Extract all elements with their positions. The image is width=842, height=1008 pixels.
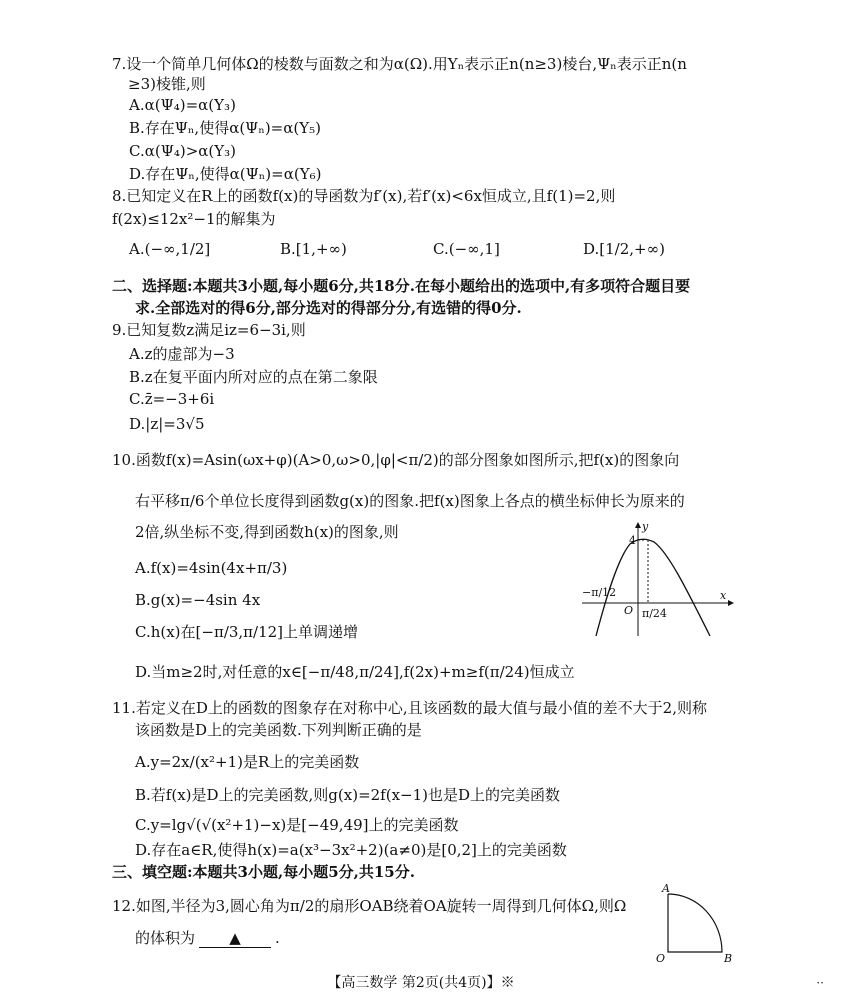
q8-option-b: B.[1,+∞) — [280, 240, 347, 258]
q11-option-c: C.y=lg√(√(x²+1)−x)是[−49,49]上的完美函数 — [135, 816, 459, 834]
point-b-label: B — [724, 952, 733, 965]
q10-option-d: D.当m≥2时,对任意的x∈[−π/48,π/24],f(2x)+m≥f(π/24)恒成立 — [135, 663, 575, 681]
q11-option-b: B.若f(x)是D上的完美函数,则g(x)=2f(x−1)也是D上的完美函数 — [135, 786, 561, 804]
q8-stem-line1: 8.已知定义在R上的函数f(x)的导函数为f′(x),若f′(x)<6x恒成立,且f(1)=2,则 — [112, 187, 616, 205]
q9-stem: 9.已知复数z满足iz=6−3i,则 — [112, 321, 306, 339]
q7-stem-line1: 7.设一个简单几何体Ω的棱数与面数之和为α(Ω).用Υₙ表示正n(n≥3)棱台,Ψₙ表示正n(n — [112, 55, 687, 73]
origin-label: O — [624, 604, 634, 617]
q10-stem-line2: 右平移π/6个单位长度得到函数g(x)的图象.把f(x)图象上各点的横坐标伸长为原来的 — [135, 492, 685, 510]
section3-heading: 三、填空题:本题共3小题,每小题5分,共15分. — [112, 863, 415, 881]
q9-option-b: B.z在复平面内所对应的点在第二象限 — [129, 368, 378, 386]
point-o-label: O — [656, 952, 666, 965]
q11-option-d: D.存在a∈R,使得h(x)=a(x³−3x²+2)(a≠0)是[0,2]上的完美函数 — [135, 841, 567, 859]
section2-heading-line2: 求.全部选对的得6分,部分选对的得部分分,有选错的得0分. — [135, 299, 522, 317]
q12-sector-figure — [650, 880, 750, 966]
q8-stem-line2: f(2x)≤12x²−1的解集为 — [112, 210, 276, 228]
q12-line2-prefix: 的体积为 — [135, 929, 196, 947]
y-axis-label: y — [642, 520, 649, 533]
q12-answer-blank — [199, 929, 271, 948]
q9-option-c: C.z̄=−3+6i — [129, 390, 215, 408]
q10-option-b: B.g(x)=−4sin 4x — [135, 591, 261, 609]
q11-stem-line2: 该函数是D上的完美函数.下列判断正确的是 — [135, 721, 422, 739]
q7-option-a: A.α(Ψ₄)=α(Υ₃) — [129, 96, 236, 114]
q10-stem-line1: 10.函数f(x)=Asin(ωx+φ)(A>0,ω>0,|φ|<π/2)的部分图象如图所示,把f(x)的图象向 — [112, 451, 680, 469]
point-a-label: A — [662, 882, 670, 895]
q8-option-d: D.[1/2,+∞) — [583, 240, 665, 258]
max-value-label: 4 — [629, 534, 636, 547]
q10-sine-graph — [578, 518, 738, 640]
q7-option-c: C.α(Ψ₄)>α(Υ₃) — [129, 142, 237, 160]
q7-stem-line2: ≥3)棱锥,则 — [128, 75, 206, 93]
max-x-label: π/24 — [642, 607, 667, 620]
corner-mark: ·· — [816, 976, 824, 990]
q12-stem-line1: 12.如图,半径为3,圆心角为π/2的扇形OAB绕着OA旋转一周得到几何体Ω,则Ω — [112, 897, 627, 915]
q9-option-a: A.z的虚部为−3 — [129, 345, 235, 363]
q8-option-a: A.(−∞,1/2] — [129, 240, 211, 258]
q10-option-c: C.h(x)在[−π/3,π/12]上单调递增 — [135, 623, 359, 641]
q12-stem-line2 — [135, 928, 280, 948]
q7-option-b: B.存在Ψₙ,使得α(Ψₙ)=α(Υ₅) — [129, 119, 321, 137]
x-axis-label: x — [720, 589, 727, 602]
left-zero-label: −π/12 — [582, 586, 617, 599]
q10-option-a: A.f(x)=4sin(4x+π/3) — [135, 559, 288, 577]
q8-option-c: C.(−∞,1] — [433, 240, 500, 258]
q11-stem-line1: 11.若定义在D上的函数的图象存在对称中心,且该函数的最大值与最小值的差不大于2,则称 — [112, 699, 707, 717]
q7-option-d: D.存在Ψₙ,使得α(Ψₙ)=α(Υ₆) — [129, 165, 322, 183]
q10-stem-line3: 2倍,纵坐标不变,得到函数h(x)的图象,则 — [135, 523, 399, 541]
page-footer: 【高三数学 第2页(共4页)】※ — [327, 975, 515, 991]
sector-shape — [668, 894, 722, 952]
q9-option-d: D.|z|=3√5 — [129, 415, 205, 433]
y-axis-arrow — [635, 522, 641, 528]
q12-line2-suffix: . — [275, 929, 280, 947]
x-axis-arrow — [728, 600, 734, 606]
q12-blank-mark: ▲ — [229, 929, 241, 947]
section2-heading-line1: 二、选择题:本题共3小题,每小题6分,共18分.在每小题给出的选项中,有多项符合题目要 — [112, 277, 691, 295]
q11-option-a: A.y=2x/(x²+1)是R上的完美函数 — [135, 753, 360, 771]
